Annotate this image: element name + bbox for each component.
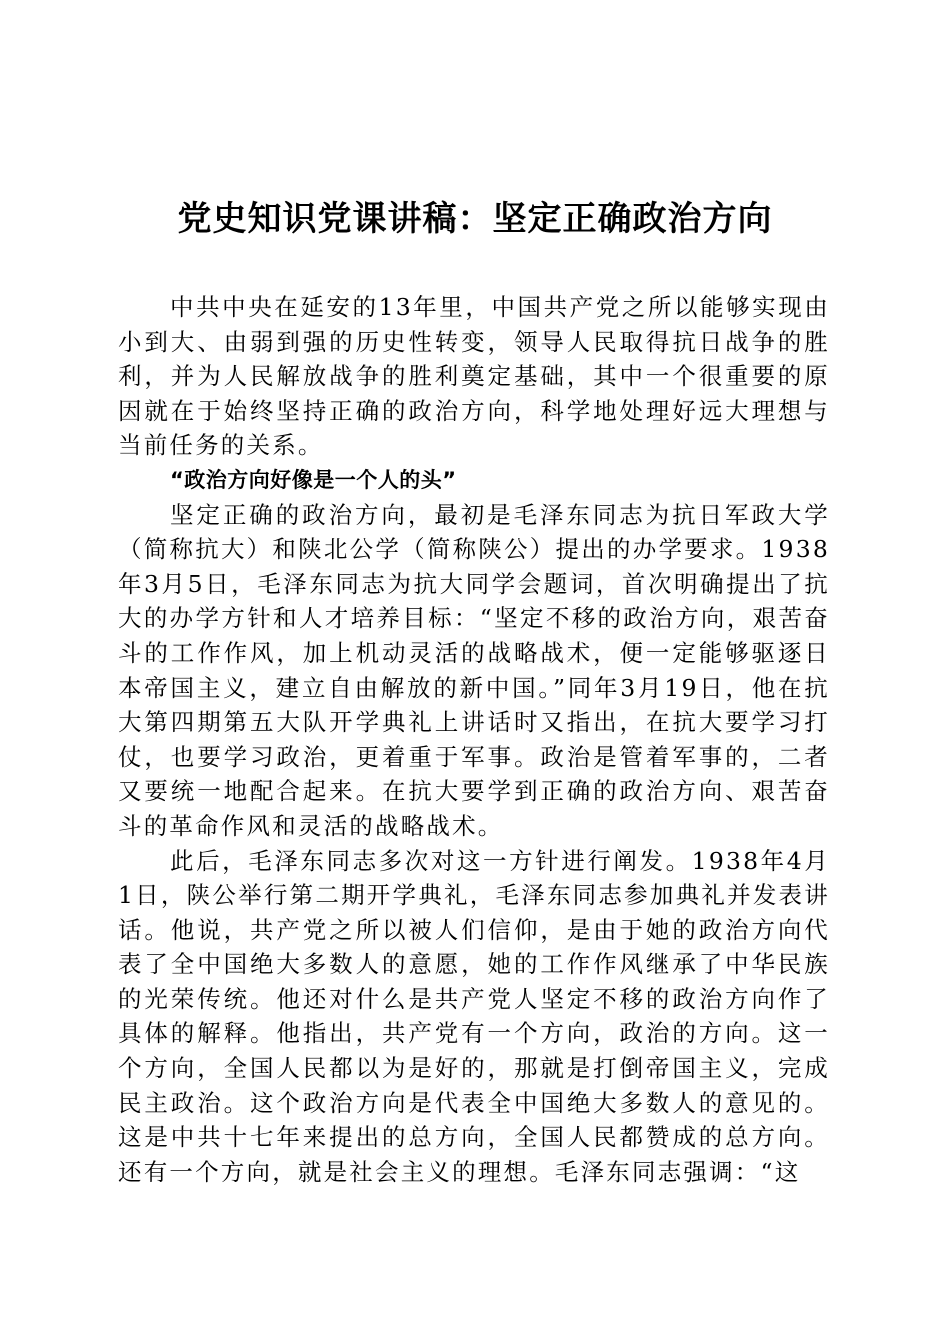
section-subheading: “政治方向好像是一个人的头” [170,467,457,492]
paragraph-elaboration: 此后，毛泽东同志多次对这一方针进行阐发。1938年4月1日，陕公举行第二期开学典礼，毛泽东同志参加典礼并发表讲话。他说，共产党之所以被人们信仰，是由于她的政治方向代表了全中国绝大多数人的意愿，她的工作作风继承了中华民族的光荣传统。他还对什么是共产党人坚定不移的政治方向作了具体的解释。他指出，共产党有一个方向，政治的方向。这一个方向，全国人民都以为是好的，那就是打倒帝国主义，完成民主政治。这个政治方向是代表全中国绝大多数人的意见的。这是中共十七年来提出的总方向，全国人民都赞成的总方向。还有一个方向，就是社会主义的理想。毛泽东同志强调：“这 [118,846,830,1186]
paragraph-intro: 中共中央在延安的13年里，中国共产党之所以能够实现由小到大、由弱到强的历史性转变，领导人民取得抗日战争的胜利，并为人民解放战争的胜利奠定基础，其中一个很重要的原因就在于始终坚持正确的政治方向，科学地处理好远大理想与当前任务的关系。 [118,293,830,460]
paragraph-origin: 坚定正确的政治方向，最初是毛泽东同志为抗日军政大学（简称抗大）和陕北公学（简称陕公）提出的办学要求。1938年3月5日，毛泽东同志为抗大同学会题词，首次明确提出了抗大的办学方针和人才培养目标：“坚定不移的政治方向，艰苦奋斗的工作作风，加上机动灵活的战略战术，便一定能够驱逐日本帝国主义，建立自由解放的新中国。”同年3月19日，他在抗大第四期第五大队开学典礼上讲话时又指出，在抗大要学习打仗，也要学习政治，更着重于军事。政治是管着军事的，二者又要统一地配合起来。在抗大要学到正确的政治方向、艰苦奋斗的革命作风和灵活的战略战术。 [118,500,830,840]
document-title: 党史知识党课讲稿：坚定正确政治方向 [177,199,773,239]
document-body [118,290,830,1189]
